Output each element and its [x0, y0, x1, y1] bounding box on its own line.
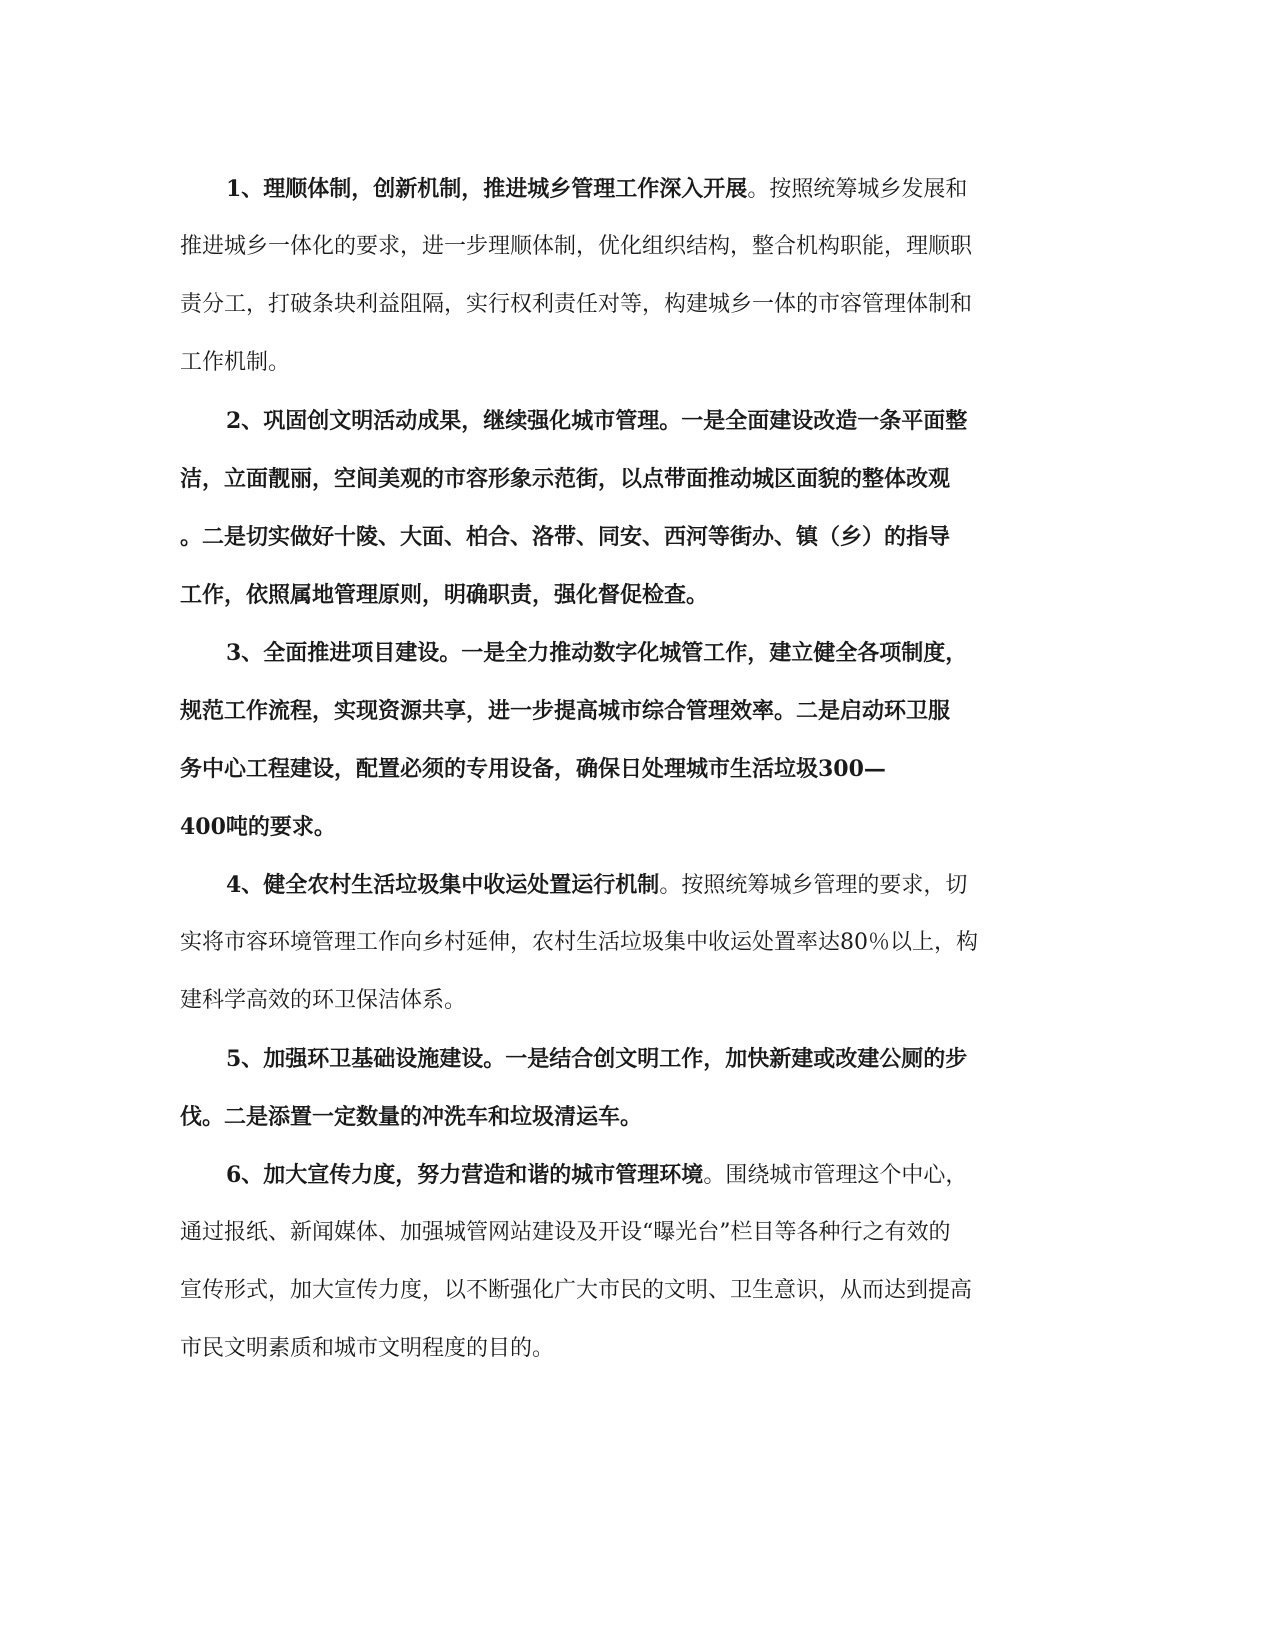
text-line [180, 218, 1036, 276]
paragraph-text: 工作机制。 [180, 350, 291, 375]
text-line [180, 392, 1036, 450]
text-line [180, 1204, 1036, 1262]
text-line [180, 1146, 1036, 1204]
text-line [180, 1262, 1036, 1320]
paragraph-text: 规范工作流程，实现资源共享，进一步提高城市综合管理效率。二是启动环卫服 [180, 698, 951, 724]
paragraph-text: 工作，依照属地管理原则，明确职责，强化督促检查。 [180, 582, 709, 608]
text-line [180, 160, 1036, 218]
paragraph-5 [180, 1030, 1036, 1146]
paragraph-3 [180, 624, 1036, 856]
text-line [180, 1030, 1036, 1088]
text-line [180, 450, 1036, 508]
paragraph-heading: 1、理顺体制，创新机制，推进城乡管理工作深入开展 [226, 176, 748, 202]
paragraph-text: 洁，立面靓丽，空间美观的市容形象示范街，以点带面推动城区面貌的整体改观 [180, 466, 951, 492]
paragraph-text: 推进城乡一体化的要求，进一步理顺体制，优化组织结构，整合机构职能，理顺职 [180, 234, 973, 259]
text-line [180, 276, 1036, 334]
paragraph-1 [180, 160, 1036, 392]
paragraph-text: 务中心工程建设，配置必须的专用设备，确保日处理城市生活垃圾300— [180, 756, 886, 782]
paragraph-text: 400吨的要求。 [180, 814, 336, 840]
paragraph-heading: 3、全面推进项目建设。一是全力推动数字化城管工作，建立健全各项制度， [226, 640, 968, 666]
text-line [180, 682, 1036, 740]
text-line [180, 508, 1036, 566]
paragraph-heading: 6、加大宣传力度，努力营造和谐的城市管理环境 [226, 1162, 704, 1188]
text-line [180, 624, 1036, 682]
text-line [180, 334, 1036, 392]
text-line [180, 798, 1036, 856]
paragraph-heading: 2、巩固创文明活动成果，继续强化城市管理。一是全面建设改造一条平面整 [226, 408, 968, 434]
paragraph-text: 建科学高效的环卫保洁体系。 [180, 988, 467, 1013]
paragraph-heading: 4、健全农村生活垃圾集中收运处置运行机制 [226, 872, 660, 898]
paragraph-text: 通过报纸、新闻媒体、加强城管网站建设及开设“曝光台”栏目等各种行之有效的 [180, 1220, 951, 1245]
paragraph-text: 伐。二是添置一定数量的冲洗车和垃圾清运车。 [180, 1104, 643, 1130]
text-line [180, 1088, 1036, 1146]
paragraph-text: 责分工，打破条块利益阻隔，实行权利责任对等，构建城乡一体的市容管理体制和 [180, 292, 973, 317]
paragraph-heading: 5、加强环卫基础设施建设。一是结合创文明工作，加快新建或改建公厕的步 [226, 1046, 968, 1072]
text-line [180, 566, 1036, 624]
paragraph-text: 。按照统筹城乡发展和 [747, 177, 968, 202]
text-line [180, 740, 1036, 798]
paragraph-6 [180, 1146, 1036, 1378]
text-line [180, 856, 1036, 914]
paragraph-text: 。二是切实做好十陵、大面、柏合、洛带、同安、西河等街办、镇（乡）的指导 [180, 524, 951, 550]
paragraph-text: 。围绕城市管理这个中心， [703, 1163, 968, 1188]
text-line [180, 972, 1036, 1030]
paragraph-text: 市民文明素质和城市文明程度的目的。 [180, 1336, 555, 1361]
text-line [180, 1320, 1036, 1378]
paragraph-4 [180, 856, 1036, 1030]
document-page [180, 160, 1036, 1378]
paragraph-text: 。按照统筹城乡管理的要求，切 [659, 873, 968, 898]
text-line [180, 914, 1036, 972]
paragraph-text: 实将市容环境管理工作向乡村延伸，农村生活垃圾集中收运处置率达80％以上，构 [180, 930, 978, 955]
paragraph-2 [180, 392, 1036, 624]
paragraph-text: 宣传形式，加大宣传力度，以不断强化广大市民的文明、卫生意识，从而达到提高 [180, 1278, 973, 1303]
